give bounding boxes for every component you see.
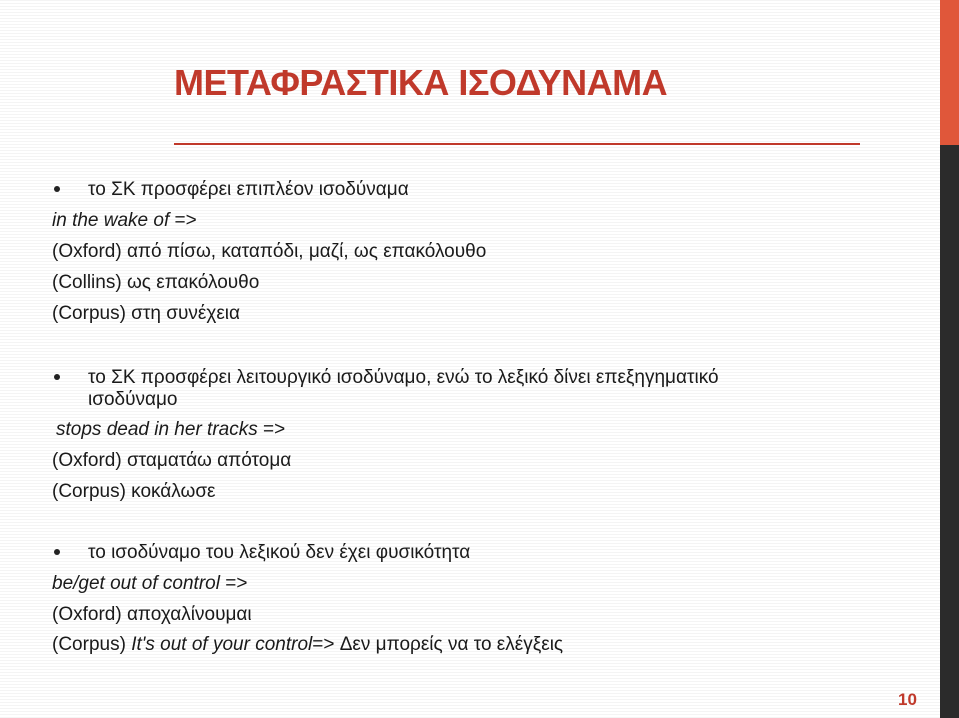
corpus-line xyxy=(52,633,563,657)
english-phrase: in the wake of xyxy=(52,210,170,231)
accent-bar-top xyxy=(940,0,959,145)
arrow-text: => xyxy=(219,573,248,594)
bullet-text: το ΣΚ προσφέρει λειτουργικό ισοδύναμο, ενώ το λεξικό δίνει επεξηγηματικό xyxy=(88,367,719,388)
dictionary-line: (Oxford) αποχαλίνουμαι xyxy=(52,604,252,625)
bullet-icon xyxy=(54,549,60,555)
example-line xyxy=(52,209,197,233)
example-line xyxy=(56,418,285,442)
corpus-line: (Corpus) στη συνέχεια xyxy=(52,303,240,324)
slide-title: ΜΕΤΑΦΡΑΣΤΙΚΑ ΙΣΟΔΥΝΑΜΑ xyxy=(174,62,668,103)
english-phrase: be/get out of control xyxy=(52,573,220,594)
dictionary-line: (Oxford) από πίσω, καταπόδι, μαζί, ως επακόλουθο xyxy=(52,241,487,262)
bullet-text: το ισοδύναμο του λεξικού δεν έχει φυσικότητα xyxy=(88,542,471,563)
bullet-text-continuation: ισοδύναμο xyxy=(88,389,178,410)
bullet-icon xyxy=(54,374,60,380)
arrow-text: => xyxy=(169,210,197,231)
dictionary-line: (Collins) ως επακόλουθο xyxy=(52,272,260,293)
arrow-text: => xyxy=(257,419,286,440)
bullet-icon xyxy=(54,186,60,192)
title-underline xyxy=(174,143,860,145)
dictionary-line: (Oxford) σταματάω απότομα xyxy=(52,450,292,471)
corpus-line: (Corpus) κοκάλωσε xyxy=(52,481,216,502)
accent-bar-bottom xyxy=(940,145,959,718)
example-line xyxy=(52,572,247,596)
english-phrase: It's out of your control xyxy=(131,634,313,655)
translation-text: => Δεν μπορείς να το ελέγξεις xyxy=(312,634,564,655)
bullet-text: το ΣΚ προσφέρει επιπλέον ισοδύναμα xyxy=(88,179,409,200)
corpus-prefix: (Corpus) xyxy=(52,634,132,655)
english-phrase: stops dead in her tracks xyxy=(56,419,258,440)
page-number: 10 xyxy=(898,690,917,709)
